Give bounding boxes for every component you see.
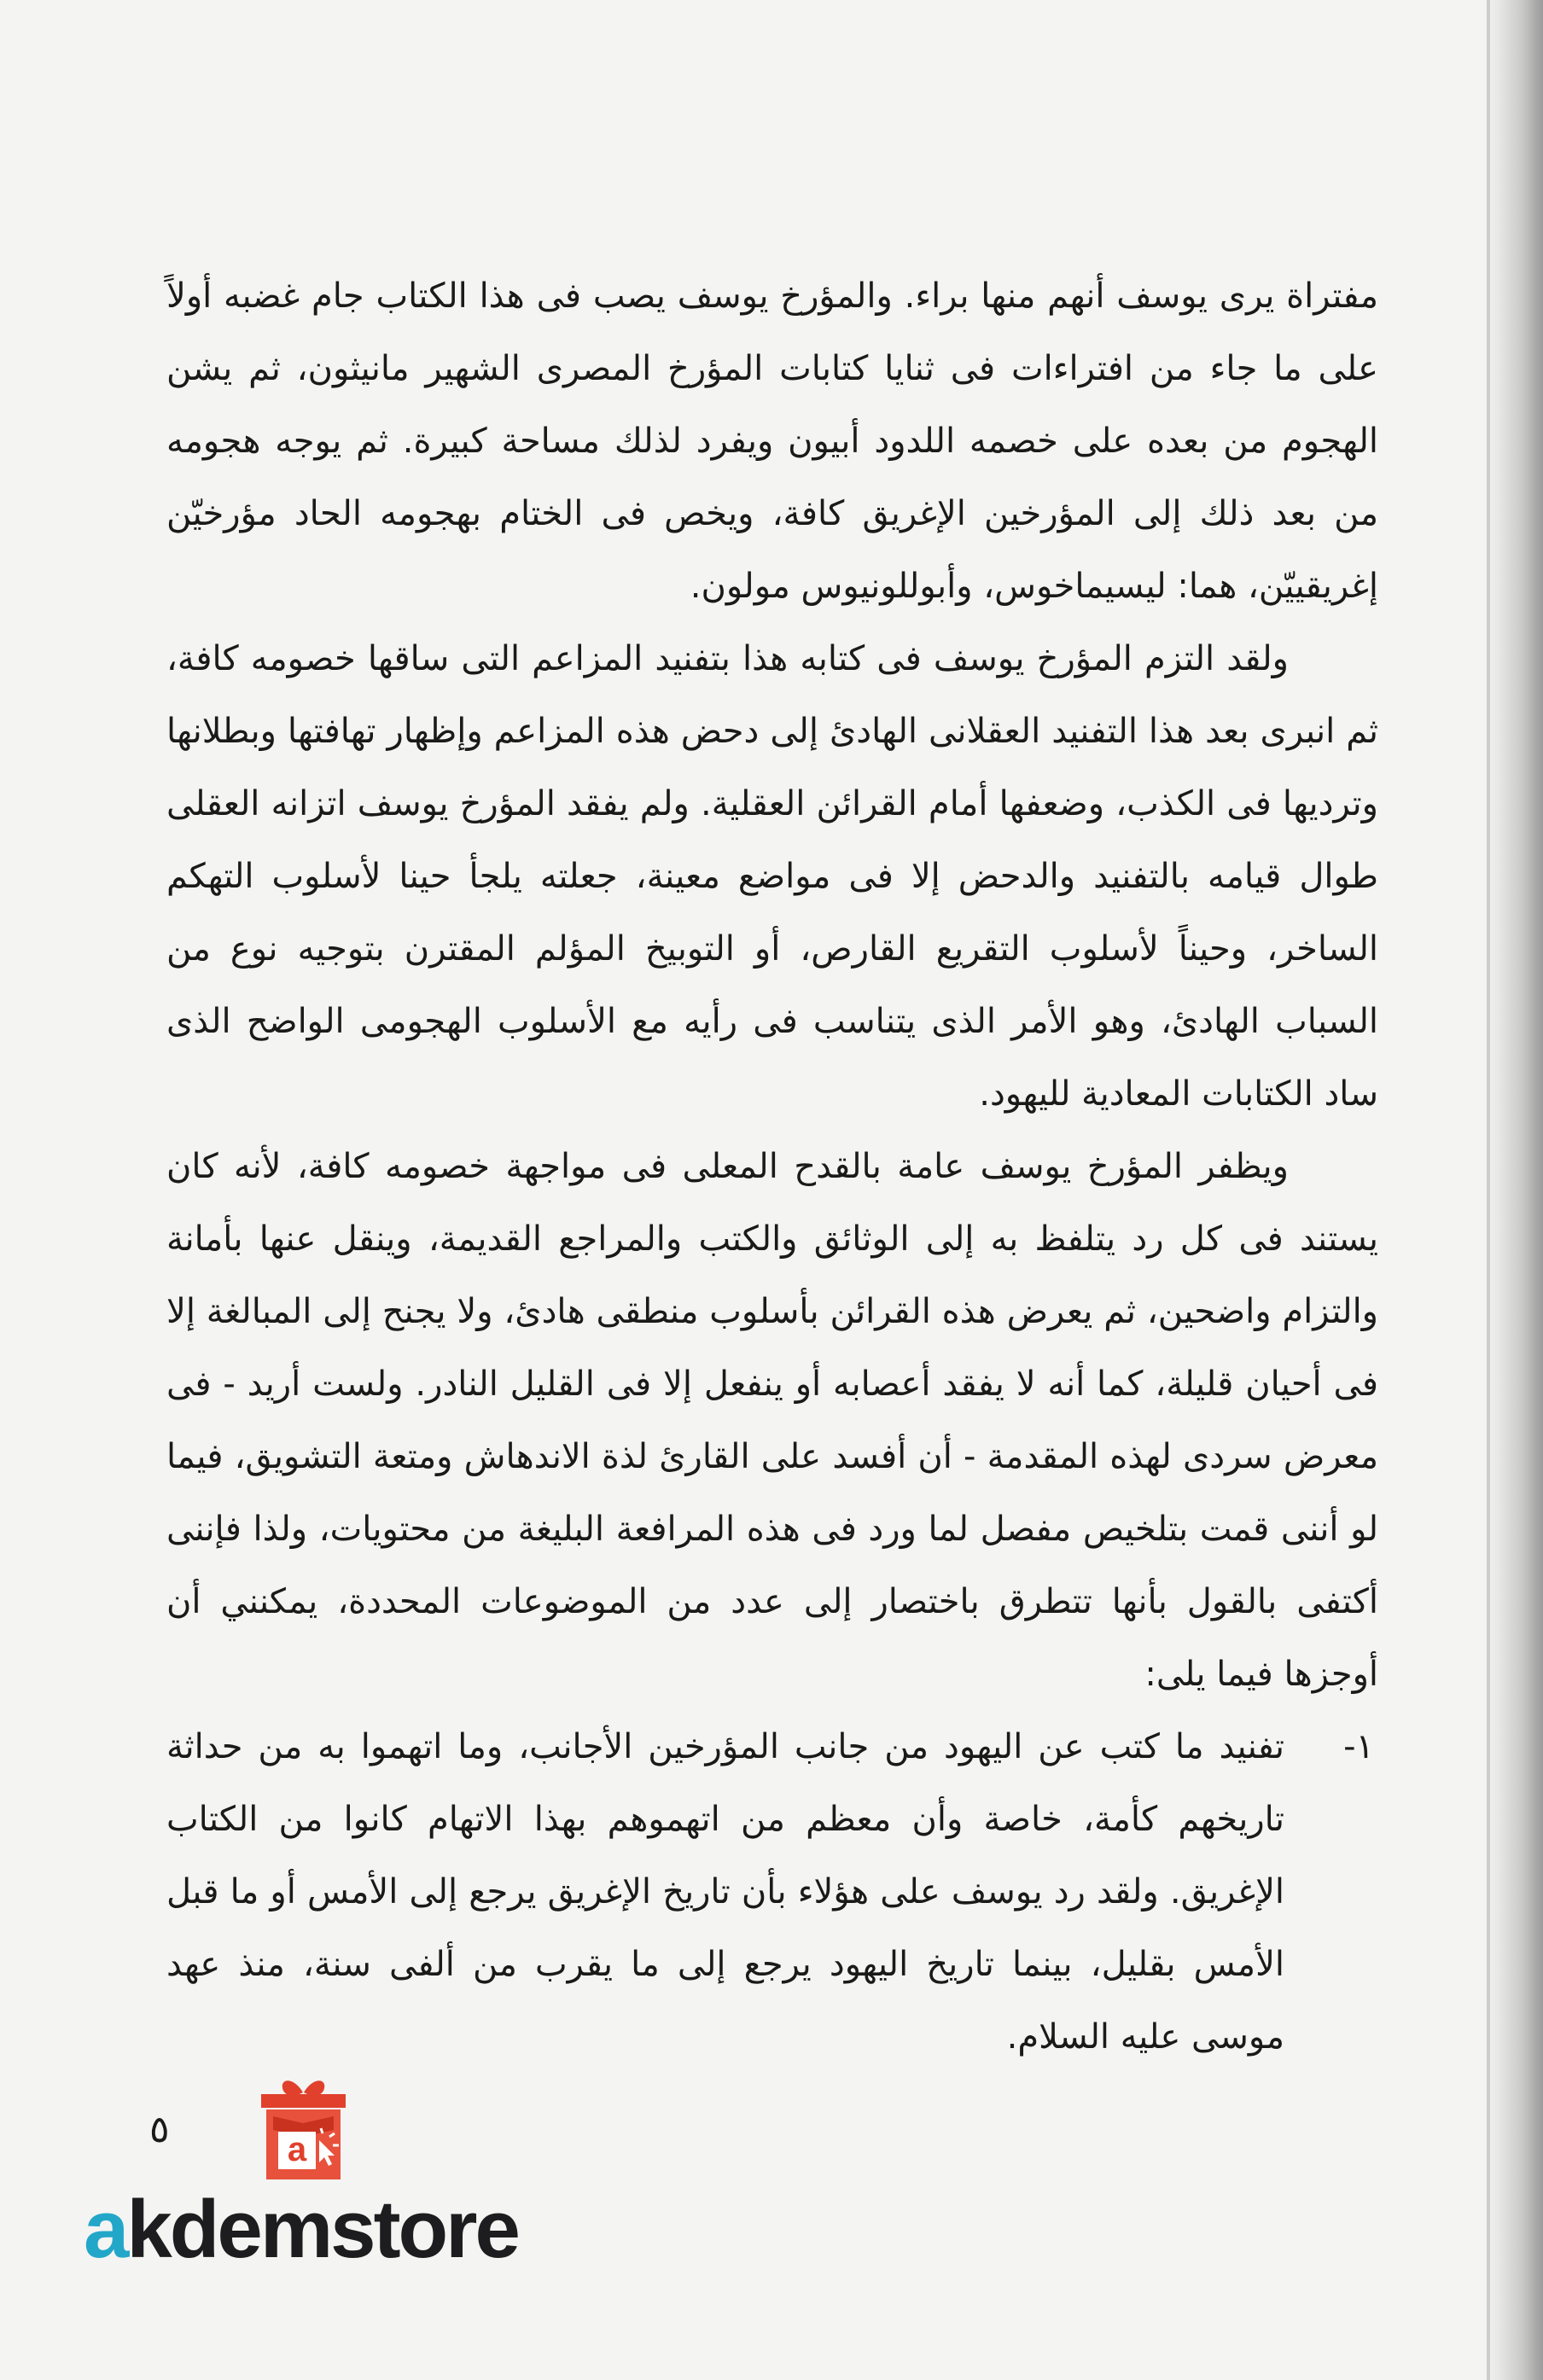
page-body	[166, 260, 1378, 2074]
logo-letter: a	[287, 2131, 307, 2168]
gift-book-icon	[254, 2074, 352, 2185]
list-item-1	[166, 1711, 1378, 2074]
logo-wordmark	[84, 2183, 518, 2277]
paragraph-3: ويظفر المؤرخ يوسف عامة بالقدح المعلى فى مواجهة خصومه كافة، لأنه كان يستند فى كل رد يتلفظ به إلى الوثائق والكتب والمراجع القديمة، وينقل عنها بأمانة والتزام واضحين، ثم يعرض هذه القرائن بأسلوب منطقى هادئ، ولا يجنح إلى المبالغة إلا فى أحيان قليلة، كما أنه لا يفقد أعصابه أو ينفعل إلا فى القليل النادر. ولست أريد - فى معرض سردى لهذه المقدمة - أن أفسد على القارئ لذة الاندهاش ومتعة التشويق، فيما لو أننى قمت بتلخيص مفصل لما ورد فى هذه المرافعة البليغة من محتويات، ولذا فإننى أكتفى بالقول بأنها تتطرق باختصار إلى عدد من الموضوعات المحددة، يمكنني أن أوجزها فيما يلى:	[166, 1147, 1378, 1694]
logo-text-rest: kdemstore	[126, 2184, 518, 2275]
store-logo	[84, 2074, 544, 2275]
page-binding-shadow	[1483, 0, 1543, 2380]
logo-text-accent: a	[84, 2184, 127, 2275]
page-number: ٥	[149, 2108, 170, 2151]
page-edge-line	[1487, 0, 1490, 2380]
list-item-number: ١-	[1343, 1727, 1374, 1766]
paragraph-1: مفتراة يرى يوسف أنهم منها براء. والمؤرخ يوسف يصب فى هذا الكتاب جام غضبه أولاً على ما جاء من افتراءات فى ثنايا كتابات المؤرخ المصرى الشهير مانيثون، ثم يشن الهجوم من بعده على خصمه اللدود أبيون ويفرد لذلك مساحة كبيرة. ثم يوجه هجومه من بعد ذلك إلى المؤرخين الإغريق كافة، ويخص فى الختام بهجومه الحاد مؤرخيّن إغريقييّن، هما: ليسيماخوس، وأبوللونيوس مولون.	[166, 276, 1378, 606]
list-item-text: تفنيد ما كتب عن اليهود من جانب المؤرخين الأجانب، وما اتهموا به من حداثة تاريخهم كأمة، خاصة وأن معظم من اتهموهم بهذا الاتهام كانوا من الكتاب الإغريق. ولقد رد يوسف على هؤلاء بأن تاريخ الإغريق يرجع إلى الأمس أو ما قبل الأمس بقليل، بينما تاريخ اليهود يرجع إلى ما يقرب من ألفى سنة، منذ عهد موسى عليه السلام.	[166, 1727, 1284, 2057]
paragraph-2: ولقد التزم المؤرخ يوسف فى كتابه هذا بتفنيد المزاعم التى ساقها خصومه كافة، ثم انبرى بعد هذا التفنيد العقلانى الهادئ إلى دحض هذه المزاعم وإظهار تهافتها وبطلانها وترديها فى الكذب، وضعفها أمام القرائن العقلية. ولم يفقد المؤرخ يوسف اتزانه العقلى طوال قيامه بالتفنيد والدحض إلا فى مواضع معينة، جعلته يلجأ حينا لأسلوب التهكم الساخر، وحيناً لأسلوب التقريع القارص، أو التوبيخ المؤلم المقترن بتوجيه نوع من السباب الهادئ، وهو الأمر الذى يتناسب فى رأيه مع الأسلوب الهجومى الواضح الذى ساد الكتابات المعادية لليهود.	[166, 639, 1378, 1114]
